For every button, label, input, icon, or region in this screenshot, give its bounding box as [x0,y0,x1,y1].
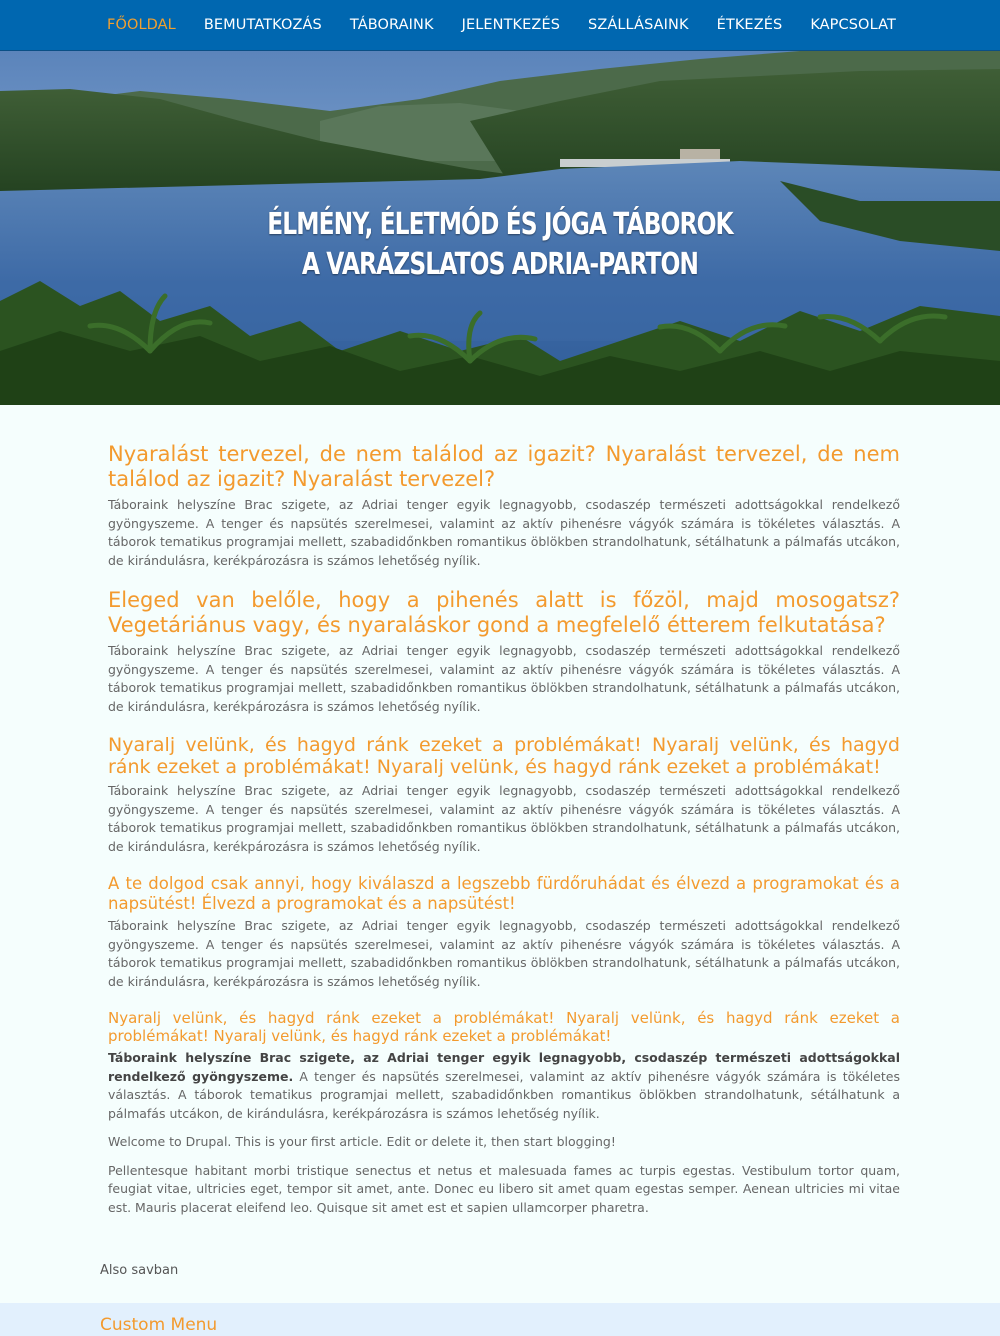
nav-list [0,0,1000,50]
hero-title-line-2: A VARÁZSLATOS ADRIA-PARTON [301,247,699,282]
main-content [108,442,900,1217]
article-section-1 [108,442,900,570]
footer-title: Custom Menu [100,1315,218,1335]
hero-banner [0,51,1000,405]
article-section-2 [108,588,900,716]
section-body: Táboraink helyszíne Brac szigete, az Adriai tenger egyik legnagyobb, csodaszép természeti adottságokkal rendelkező gyöngyszeme. A tenger és napsütés szerelmesei, valamint az aktív pihenésre vágyók számára is tökéletes választás. A táborok tematikus programjai mellett, szabadidőnkben romantikus öblökben strandolhatunk, sétálhatunk a pálmafás utcákon, de kirándulásra, kerékpározásra is számos lehetőség nyílik. [108,918,900,989]
article-section-4 [108,874,900,991]
section-heading: A te dolgod csak annyi, hogy kiválaszd a legszebb fürdőruhádat és élvezd a programokat és a napsütést! Élvezd a programokat és a napsütést! [108,874,900,913]
section-body-rest: A tenger és napsütés szerelmesei, valamint az aktív pihenésre vágyók számára is tökéletes választás. A táborok tematikus programjai mellett, szabadidőnkben romantikus öblökben strandolhatunk, sétálhatunk a pálmafás utcákon, de kirándulásra, kerékpározásra is számos lehetőség nyílik. [108,1068,900,1121]
section-body: Táboraink helyszíne Brac szigete, az Adriai tenger egyik legnagyobb, csodaszép természeti adottságokkal rendelkező gyöngyszeme. A tenger és napsütés szerelmesei, valamint az aktív pihenésre vágyók számára is tökéletes választás. A táborok tematikus programjai mellett, szabadidőnkben romantikus öblökben strandolhatunk, sétálhatunk a pálmafás utcákon, de kirándulásra, kerékpározásra is számos lehetőség nyílik. [108,783,900,854]
nav-item-kapcsolat[interactable]: KAPCSOLAT [810,17,896,33]
nav-item-bemutatkozas[interactable]: BEMUTATKOZÁS [203,17,322,33]
nav-item-szallasaink[interactable]: SZÁLLÁSAINK [588,17,689,33]
nav-item-taboraink[interactable]: TÁBORAINK [349,17,434,33]
section-body: Táboraink helyszíne Brac szigete, az Adriai tenger egyik legnagyobb, csodaszép természeti adottságokkal rendelkező gyöngyszeme. A tenger és napsütés szerelmesei, valamint az aktív pihenésre vágyók számára is tökéletes választás. A táborok tematikus programjai mellett, szabadidőnkben romantikus öblökben strandolhatunk, sétálhatunk a pálmafás utcákon, de kirándulásra, kerékpározásra is számos lehetőség nyílik. [108,643,900,714]
section-body: Táboraink helyszíne Brac szigete, az Adriai tenger egyik legnagyobb, csodaszép természeti adottságokkal rendelkező gyöngyszeme. A tenger és napsütés szerelmesei, valamint az aktív pihenésre vágyók számára is tökéletes választás. A táborok tematikus programjai mellett, szabadidőnkben romantikus öblökben strandolhatunk, sétálhatunk a pálmafás utcákon, de kirándulásra, kerékpározásra is számos lehetőség nyílik. [108,497,900,568]
section-heading: Nyaralást tervezel, de nem találod az igazit? Nyaralást tervezel, de nem találod az igazit? Nyaralást tervezel? [108,442,900,491]
article-section-5 [108,1009,900,1217]
sidebar-label: Also savban [100,1263,179,1278]
nav-item-etkezes[interactable]: ÉTKEZÉS [716,17,783,33]
nav-item-fooldal[interactable]: FŐOLDAL [107,17,176,33]
main-navigation [0,0,1000,51]
section-heading: Eleged van belőle, hogy a pihenés alatt is főzöl, majd mosogatsz? Vegetáriánus vagy, és nyaraláskor gond a megfelelő étterem felkutatása? [108,588,900,637]
hero-title-line-1: ÉLMÉNY, ÉLETMÓD ÉS JÓGA TÁBOROK [267,207,733,242]
welcome-text: Welcome to Drupal. This is your first article. Edit or delete it, then start blogging! [108,1134,616,1149]
lorem-text: Pellentesque habitant morbi tristique senectus et netus et malesuada fames ac turpis egestas. Vestibulum tortor quam, feugiat vitae, ultricies eget, tempor sit amet, ante. Donec eu libero sit amet quam egestas semper. Aenean ultricies mi vitae est. Mauris placerat eleifend leo. Quisque sit amet est et sapien ullamcorper pharetra. [108,1162,900,1215]
article-section-3 [108,734,900,856]
nav-item-jelentkezes[interactable]: JELENTKEZÉS [461,17,561,33]
section-body [108,1049,900,1123]
section-body-bold: Táboraink helyszíne Brac szigete, az Adriai tenger egyik legnagyobb, csodaszép természeti adottságokkal rendelkező gyöngyszeme. [108,1050,900,1084]
section-heading: Nyaralj velünk, és hagyd ránk ezeket a problémákat! Nyaralj velünk, és hagyd ránk ezeket a problémákat! Nyaralj velünk, és hagyd ránk ezeket a problémákat! [108,1009,900,1045]
section-heading: Nyaralj velünk, és hagyd ránk ezeket a problémákat! Nyaralj velünk, és hagyd ránk ezeket a problémákat! Nyaralj velünk, és hagyd ránk ezeket a problémákat! [108,734,900,778]
footer-region [0,1303,1000,1336]
